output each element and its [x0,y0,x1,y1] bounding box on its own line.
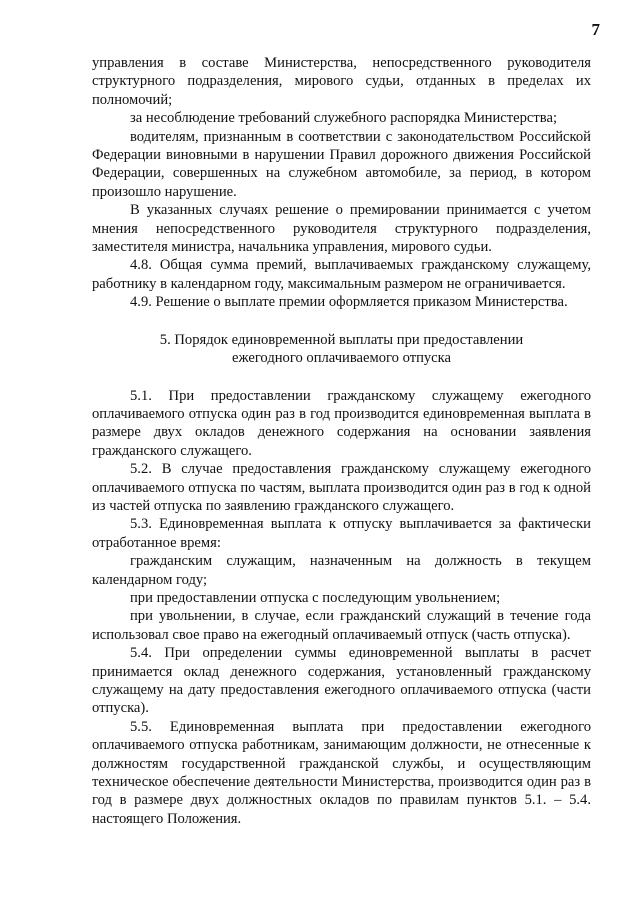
paragraph: управления в составе Министерства, непосредственного руководителя структурного подразделения, мирового судьи, отданных в пределах их полномочий; [92,55,591,108]
paragraph: 5.3. Единовременная выплата к отпуску выплачивается за фактически отработанное время: [92,516,591,551]
paragraph: при увольнении, в случае, если гражданский служащий в течение года использовал свое право на ежегодный оплачиваемый отпуск (часть отпуска). [92,608,591,643]
paragraph: В указанных случаях решение о премировании принимается с учетом мнения непосредственного руководителя структурного подразделения, заместителя министра, начальника управления, мирового судьи. [92,202,591,256]
section-heading-line: ежегодного оплачиваемого отпуска [231,350,452,367]
paragraph: 4.8. Общая сумма премий, выплачиваемых гражданскому служащему, работнику в календарном году, максимальным размером не ограничивается. [92,257,591,292]
page-number: 7 [591,20,600,39]
paragraph: за несоблюдение требований служебного распорядка Министерства; [130,110,558,127]
section-heading [92,331,591,368]
section-heading-line: 5. Порядок единовременной выплаты при предоставлении [159,331,524,348]
paragraph: 5.2. В случае предоставления гражданскому служащему ежегодного оплачиваемого отпуска по частям, выплата производится один раз в год к одной из частей отпуска по заявлению гражданского служащего. [92,461,591,514]
document-body [92,54,591,828]
paragraph: 5.1. При предоставлении гражданскому служащему ежегодного оплачиваемого отпуска один раз в год производится единовременная выплата в размере двух окладов денежного содержания на основании заявления гражданского служащего. [92,387,591,459]
paragraph: гражданским служащим, назначенным на должность в текущем календарном году; [92,553,591,588]
paragraph: 5.5. Единовременная выплата при предоставлении ежегодного оплачиваемого отпуска работникам, занимающим должности, не отнесенные к должностям государственной гражданской службы, и осуществляющим техническое обеспечение деятельности Министерства, производится один раз в год в размере двух должностных окладов по правилам пунктов 5.1. – 5.4. настоящего Положения. [92,718,591,827]
paragraph: 5.4. При определении суммы единовременной выплаты в расчет принимается оклад денежного содержания, установленный гражданскому служащему на дату предоставления ежегодного оплачиваемого отпуска (части отпуска). [92,645,591,717]
paragraph: водителям, признанным в соответствии с законодательством Российской Федерации виновными в нарушении Правил дорожного движения Российской Федерации, совершенных на служебном автомобиле, за период, в котором произошло нарушение. [92,128,591,200]
paragraph: при предоставлении отпуска с последующим увольнением; [130,589,501,606]
paragraph: 4.9. Решение о выплате премии оформляется приказом Министерства. [130,294,568,311]
